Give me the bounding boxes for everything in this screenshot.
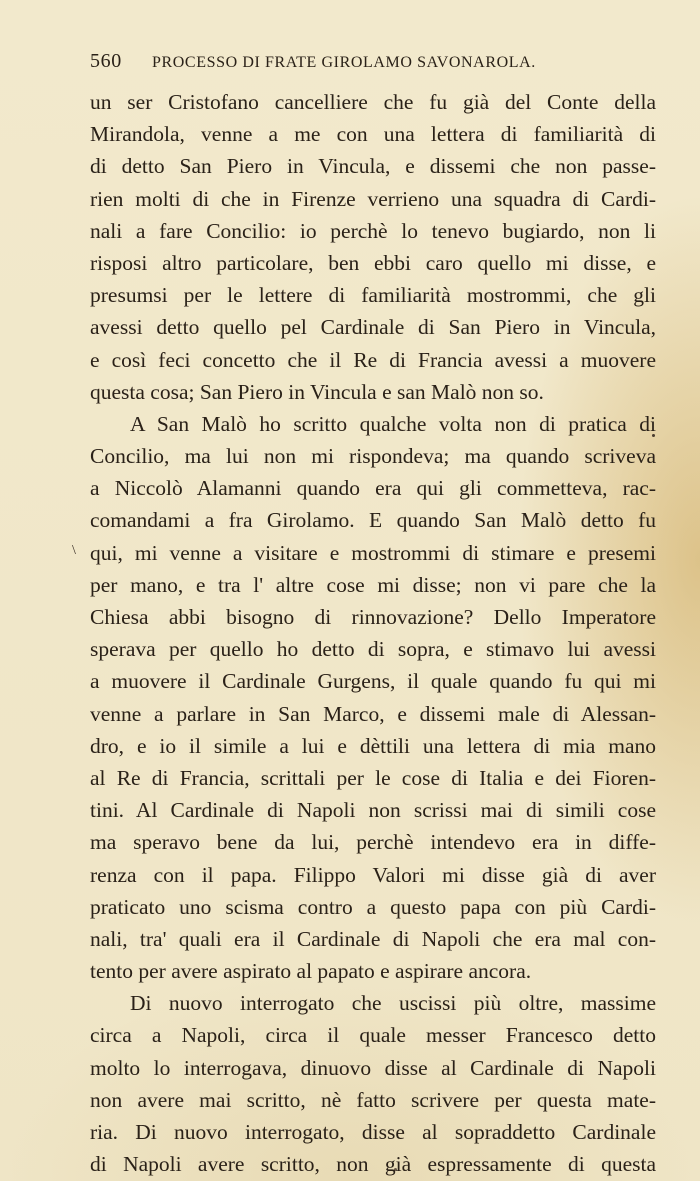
text-line: Chiesa abbi bisogno di rinnovazione? Dello Imperatore bbox=[90, 605, 656, 629]
running-head bbox=[90, 50, 656, 73]
text-line: comandami a fra Girolamo. E quando San Malò detto fu bbox=[90, 508, 656, 533]
text-line: risposi altro particolare, ben ebbi caro quello mi disse, e bbox=[90, 250, 656, 275]
text-line: avessi detto quello pel Cardinale di San Piero in Vincula, bbox=[90, 315, 656, 340]
text-line: ria. Di nuovo interrogato, disse al sopraddetto Cardinale bbox=[90, 1120, 656, 1144]
text-line: dro, e io il simile a lui e dèttili una lettera di mia mano bbox=[90, 733, 656, 758]
text-line: sperava per quello ho detto di sopra, e stimavo lui avessi bbox=[90, 637, 656, 662]
text-line: Concilio, ma lui non mi rispondeva; ma quando scriveva bbox=[90, 444, 656, 469]
text-line: tento per avere aspirato al papato e aspirare ancora. bbox=[90, 959, 532, 984]
paragraph-first-line: A San Malò ho scritto qualche volta non di pratica di bbox=[130, 411, 656, 436]
text-line: non avere mai scritto, nè fatto scrivere per questa mate- bbox=[90, 1087, 656, 1112]
text-line: di Napoli avere scritto, non già espressamente di questa bbox=[90, 1152, 656, 1177]
text-line: rien molti di che in Firenze verrieno una squadra di Cardi- bbox=[90, 186, 656, 211]
text-line: venne a parlare in San Marco, e dissemi male di Alessan- bbox=[90, 701, 656, 726]
text-line: a muovere il Cardinale Gurgens, il quale quando fu qui mi bbox=[90, 669, 656, 694]
text-line: molto lo interrogava, dinuovo disse al Cardinale di Napoli bbox=[90, 1055, 656, 1080]
text-line: praticato uno scisma contro a questo papa con più Cardi- bbox=[90, 894, 656, 919]
text-line: di detto San Piero in Vincula, e dissemi che non passe- bbox=[90, 154, 656, 179]
text-line: circa a Napoli, circa il quale messer Francesco detto bbox=[90, 1023, 656, 1048]
text-line: tini. Al Cardinale di Napoli non scrissi mai di simili cose bbox=[90, 798, 656, 823]
text-line: e così feci concetto che il Re di Francia avessi a muovere bbox=[90, 347, 656, 372]
paragraph-first-line: Di nuovo interrogato che uscissi più oltre, massime bbox=[130, 991, 656, 1016]
text-line: renza con il papa. Filippo Valori mi disse già di aver bbox=[90, 862, 656, 887]
text-line: nali, tra' quali era il Cardinale di Napoli che era mal con- bbox=[90, 926, 656, 951]
text-line: Mirandola, venne a me con una lettera di familiarità di bbox=[90, 122, 656, 147]
page-number: 560 bbox=[90, 50, 122, 72]
text-line: nali a fare Concilio: io perchè lo tenevo bugiardo, non li bbox=[90, 218, 656, 243]
text-line: per mano, e tra l' altre cose mi disse; non vi pare che la bbox=[90, 572, 656, 597]
text-line: questa cosa; San Piero in Vincula e san Malò non so. bbox=[90, 379, 544, 404]
running-title: PROCESSO DI FRATE GIROLAMO SAVONAROLA. bbox=[152, 54, 536, 71]
text-line: presumsi per le lettere di familiarità mostrommi, che gli bbox=[90, 283, 656, 308]
text-line: a Niccolò Alamanni quando era qui gli commetteva, rac- bbox=[90, 476, 656, 501]
text-line: ma speravo bene da lui, perchè intendevo era in diffe- bbox=[90, 830, 656, 855]
margin-mark: \ bbox=[72, 543, 76, 558]
text-line: al Re di Francia, scrittali per le cose di Italia e dei Fioren- bbox=[90, 765, 656, 790]
text-line: qui, mi venne a visitare e mostrommi di stimare e presemi bbox=[90, 540, 656, 565]
text-line: un ser Cristofano cancelliere che fu già del Conte della bbox=[90, 90, 656, 114]
body-text bbox=[90, 86, 656, 1180]
